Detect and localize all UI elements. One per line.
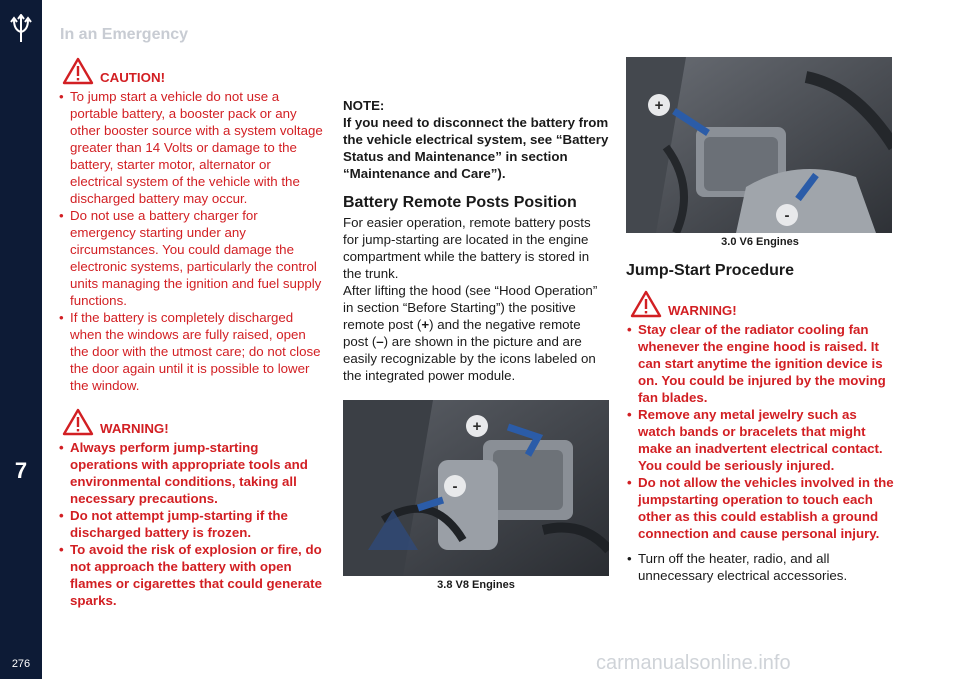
column-3 (626, 57, 894, 584)
sidebar (0, 0, 42, 679)
list-item: • Do not attempt jump-starting if the discharged battery is frozen. (58, 507, 324, 541)
caution-header (62, 57, 324, 85)
section-title: In an Emergency (60, 26, 189, 43)
caution-list (58, 88, 324, 394)
jump-start-warning-label: WARNING! (668, 303, 737, 318)
note-text: If you need to disconnect the battery from the vehicle electrical system, see “Battery Status and Maintenance” in section “Maintenance and Care”). (343, 115, 609, 181)
warning-header (62, 408, 324, 436)
page-number: 276 (11, 658, 31, 670)
v6-caption: 3.0 V6 Engines (721, 236, 799, 248)
warning-list (58, 439, 324, 609)
minus-mark: - (784, 207, 790, 224)
plus-mark: + (654, 97, 664, 114)
warning-label: WARNING! (100, 421, 169, 436)
v8-engine-photo (343, 400, 609, 576)
column-1 (58, 57, 324, 609)
v8-engine-illustration (343, 400, 609, 576)
list-item (58, 541, 324, 609)
warning-triangle-icon (630, 290, 662, 318)
watermark: carmanualsonline.info (596, 652, 791, 674)
caution-label: CAUTION! (100, 70, 165, 85)
remote-posts-para2 (343, 282, 609, 384)
column-2 (343, 57, 609, 592)
plus-symbol: + (421, 317, 430, 332)
jump-start-warning-header (630, 290, 894, 318)
list-item: • Stay clear of the radiator cooling fan whenever the engine hood is raised. It can start anytime the ignition device is on. You could be injured by the moving fan blades. (626, 321, 894, 406)
v8-caption: 3.8 V8 Engines (437, 579, 515, 591)
remote-posts-para1: For easier operation, remote battery posts for jump-starting are located in the engine compartment while the battery is stored in the trunk. (343, 215, 591, 281)
list-item: • Do not allow the vehicles involved in the jumpstarting operation to touch each other as this could establish a ground connection and cause personal injury. (626, 474, 894, 542)
warning-triangle-icon (62, 57, 94, 85)
list-item-text: To avoid the risk of explosion or fire, do not approach the battery with open flames or cigarettes that could generate sparks. (70, 542, 322, 608)
para-text: ) and the negative remote post ( (343, 317, 581, 349)
v6-engine-illustration (626, 57, 892, 233)
jump-start-warning-list (626, 321, 894, 542)
chapter-number: 7 (14, 458, 28, 483)
plus-mark: + (472, 418, 482, 435)
minus-symbol: – (376, 334, 384, 349)
note-label: NOTE: (343, 98, 385, 113)
list-item: • If the battery is completely discharged when the windows are fully raised, open the door with the utmost care; do not close the door again until it is possible to lower the window. (58, 309, 324, 394)
para-text: After lifting the hood (see “Hood Operation” in section “Before Starting”) the positive remote post ( (343, 283, 598, 332)
list-item: • Always perform jump-starting operations with appropriate tools and environmental conditions, taking all necessary precautions. (58, 439, 324, 507)
warning-triangle-icon (62, 408, 94, 436)
jump-start-steps (626, 550, 894, 584)
minus-mark: - (452, 478, 458, 495)
list-item: • Remove any metal jewelry such as watch bands or bracelets that might make an inadvertent electrical contact. You could be seriously injured. (626, 406, 894, 474)
para-text: ) are shown in the picture and are easily recognizable by the icons labeled on the integrated power module. (343, 334, 596, 383)
list-item: • To jump start a vehicle do not use a portable battery, a booster pack or any other booster source with a system voltage greater than 14 Volts or damage to the battery, starter motor, alternator or electrical system of the vehicle with the discharged battery may occur. (58, 88, 324, 207)
trident-logo-icon (8, 14, 34, 44)
list-item: • Do not use a battery charger for emergency starting under any circumstances. You could damage the electronic systems, particularly the control units managing the ignition and fuel supply functions. (58, 207, 324, 309)
remote-posts-title: Battery Remote Posts Position (343, 194, 577, 211)
v6-engine-photo (626, 57, 892, 233)
list-item: • Turn off the heater, radio, and all unnecessary electrical accessories. (626, 550, 894, 584)
jump-start-title: Jump-Start Procedure (626, 262, 795, 279)
